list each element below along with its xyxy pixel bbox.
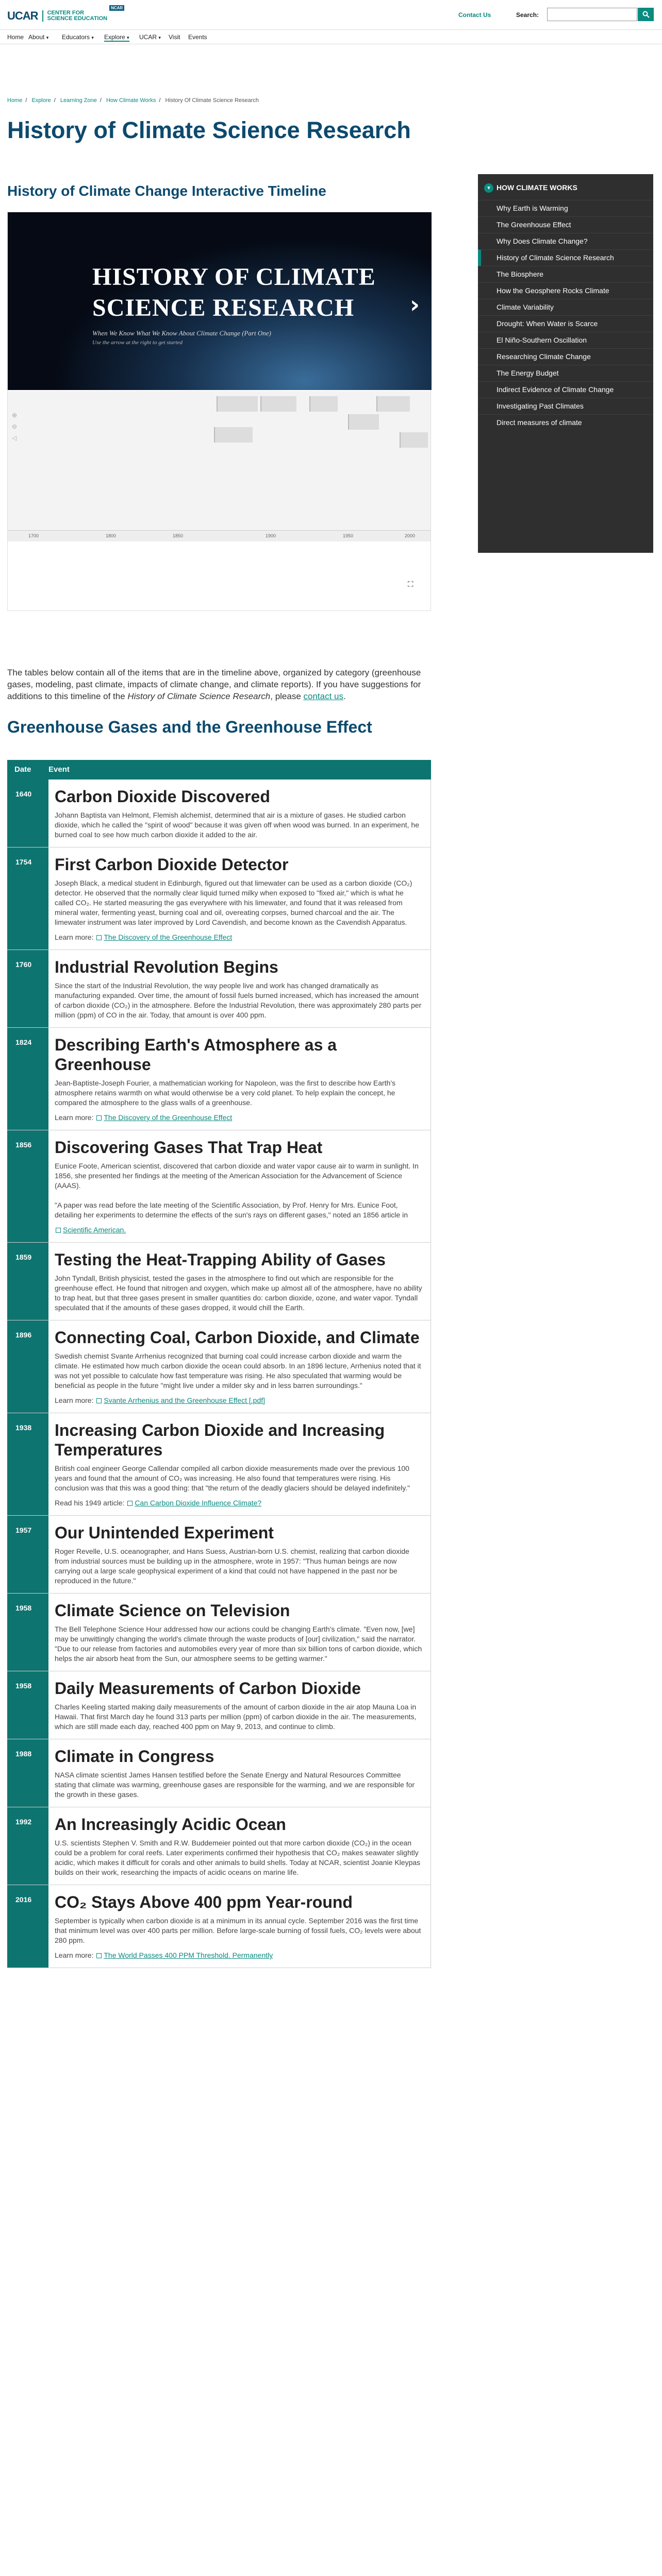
event-text: Joseph Black, a medical student in Edinburgh, figured out that limewater can be used as a carbon dioxide (CO₂) detector. He observed that the normally clear liquid turned milky when exposed to "fixed air," which is what he called CO₂. He started measuring the gas everywhere with his limewater, and found that it was released from mineral water, fermenting yeast, burning coal and oil, overeating corpses, burned charcoal and the air. The limewater instrument was later improved by Lord Cavendish, and become known as the Cavendish Apparatus. (55, 879, 412, 926)
event-title: An Increasingly Acidic Ocean (55, 1815, 286, 1834)
event-link[interactable]: The Discovery of the Greenhouse Effect (104, 933, 233, 941)
timeline-marker[interactable] (217, 396, 258, 412)
chevron-down-icon: ▾ (46, 35, 49, 40)
breadcrumb (7, 97, 259, 104)
search-icon (642, 11, 650, 18)
event-content (48, 1885, 431, 1968)
table-row (7, 1885, 431, 1968)
event-content (48, 1671, 431, 1739)
event-content (48, 1130, 431, 1242)
event-date: 1856 (7, 1130, 48, 1242)
event-content (48, 848, 431, 950)
sidebar-item[interactable]: Indirect Evidence of Climate Change (478, 381, 653, 398)
event-date: 1992 (7, 1807, 48, 1885)
event-title: Discovering Gases That Trap Heat (55, 1138, 323, 1157)
event-date: 1958 (7, 1671, 48, 1739)
sidebar-item[interactable]: Researching Climate Change (478, 348, 653, 365)
event-content (48, 1739, 431, 1807)
breadcrumb-explore[interactable]: Explore (31, 97, 51, 104)
site-logo[interactable] (7, 6, 124, 22)
ucar-logo: UCAR (7, 10, 43, 22)
event-date: 1760 (7, 950, 48, 1027)
event-date: 2016 (7, 1885, 48, 1968)
col-event: Event (48, 765, 70, 774)
event-learn-more (55, 1113, 423, 1123)
intro-end: . (343, 691, 346, 701)
event-link[interactable]: Svante Arrhenius and the Greenhouse Effect [.pdf] (104, 1396, 265, 1404)
table-row (7, 1243, 431, 1320)
learn-more-label: Learn more: (55, 1951, 96, 1959)
main-nav (0, 30, 662, 44)
event-title: Testing the Heat-Trapping Ability of Gases (55, 1250, 386, 1269)
intro-paragraph (7, 667, 430, 702)
breadcrumb-separator: / (25, 97, 27, 104)
timeline-year: 1950 (343, 533, 354, 538)
event-text: Since the start of the Industrial Revolution, the way people live and work has changed dramatically as manufacturing expanded. Over time, the amount of fossil fuels burned increased, which has increased the amount of carbon dioxide (CO₂) in the atmosphere. Before the Industrial Revolution, there was approximately 280 parts per million (ppm) of CO in the air. Today, that amount is over 400 ppm. (55, 981, 422, 1019)
breadcrumb-separator: / (100, 97, 102, 104)
nav-explore-label: Explore (104, 33, 125, 41)
page-title: History of Climate Science Research (7, 117, 411, 143)
sidebar-item[interactable]: History of Climate Science Research (478, 249, 653, 266)
event-text: Johann Baptista van Helmont, Flemish alchemist, determined that air is a mixture of gases. He studied carbon dioxide, which he called the "spirit of wood" because it was given off when wood was burned. In an experiment, he burned coal to see how much carbon dioxide it added to the air. (55, 811, 419, 839)
event-text: Swedish chemist Svante Arrhenius recognized that burning coal could increase carbon dioxide and warm the climate. He estimated how much carbon dioxide the ocean could absorb. In an 1896 lecture, Arrhenius noted that it was not yet possible to calculate how fast temperature was rising. He also speculated that warming would be beneficial as people in the future "might live under a milder sky and in less barren surroundings." (55, 1352, 421, 1389)
event-date: 1958 (7, 1594, 48, 1671)
event-content (48, 1516, 431, 1593)
event-date: 1640 (7, 779, 48, 847)
chevron-down-icon: ▾ (127, 35, 129, 40)
timeline-marker[interactable] (214, 427, 253, 443)
table-row (7, 1413, 431, 1516)
greenhouse-table (7, 760, 431, 1968)
nav-explore[interactable] (104, 33, 129, 42)
event-title: Daily Measurements of Carbon Dioxide (55, 1679, 361, 1698)
event-link[interactable]: The Discovery of the Greenhouse Effect (104, 1113, 233, 1122)
breadcrumb-home[interactable]: Home (7, 97, 23, 104)
event-date: 1988 (7, 1739, 48, 1807)
section-heading-greenhouse: Greenhouse Gases and the Greenhouse Effect (7, 718, 372, 736)
sidebar-item[interactable]: Investigating Past Climates (478, 398, 653, 414)
contact-us-link[interactable]: contact us (303, 691, 344, 701)
breadcrumb-current: History Of Climate Science Research (165, 97, 259, 104)
event-content (48, 779, 431, 847)
sidebar-item[interactable]: Direct measures of climate (478, 414, 653, 431)
table-row (7, 779, 431, 848)
intro-text: The tables below contain all of the items that are in the timeline above, organized by category (greenhouse gases, modeling, past climate, impacts of climate change, and climate reports). If you have suggestions for additions to this timeline of the (7, 668, 421, 701)
table-row (7, 1671, 431, 1739)
event-content (48, 1594, 431, 1671)
sidebar-item[interactable]: The Energy Budget (478, 365, 653, 381)
sidebar-item[interactable]: El Niño-Southern Oscillation (478, 332, 653, 348)
event-text: Roger Revelle, U.S. oceanographer, and Hans Suess, Austrian-born U.S. chemist, realizing that carbon dioxide from industrial sources must be building up in the atmosphere, wrote in 1957: "Thus human beings are now carrying out a large scale geophysical experiment of a kind that could not have happened in the past nor be reproduced in the future." (55, 1547, 409, 1585)
table-row (7, 1320, 431, 1413)
nav-events[interactable]: Events (188, 33, 207, 41)
site-header (0, 0, 662, 30)
event-title: Connecting Coal, Carbon Dioxide, and Climate (55, 1328, 420, 1347)
event-learn-more (55, 1951, 423, 1960)
timeline-title-line1: HISTORY OF CLIMATE (92, 263, 376, 291)
event-date: 1938 (7, 1413, 48, 1515)
event-title: Describing Earth's Atmosphere as a Greenhouse (55, 1036, 337, 1074)
event-text: British coal engineer George Callendar compiled all carbon dioxide measurements made over the previous 100 years and found that the amount of CO₂ was increasing. He also found that temperatures were rising. His conclusion was that this was a good thing: that "the return of the deadly glaciers should be delayed indefinitely." (55, 1464, 410, 1492)
intro-text2: , please (270, 691, 304, 701)
event-content (48, 1807, 431, 1885)
col-date: Date (14, 765, 31, 774)
zoom-in-icon[interactable]: ⊕ (12, 412, 18, 419)
event-date: 1754 (7, 848, 48, 950)
event-title: Climate Science on Television (55, 1601, 290, 1620)
nav-about[interactable] (28, 33, 48, 41)
event-title: Industrial Revolution Begins (55, 958, 278, 976)
event-title: Climate in Congress (55, 1747, 214, 1766)
breadcrumb-separator: / (54, 97, 56, 104)
timeline-marker[interactable] (260, 396, 296, 412)
fullscreen-icon[interactable]: ⛶ (408, 580, 413, 589)
event-title: Increasing Carbon Dioxide and Increasing Temperatures (55, 1421, 385, 1459)
nav-educators-label: Educators (62, 33, 90, 41)
nav-about-label: About (28, 33, 45, 41)
timeline-marker[interactable] (309, 396, 338, 412)
table-row (7, 1130, 431, 1243)
event-learn-more (55, 933, 423, 942)
timeline-title-line2: SCIENCE RESEARCH (92, 294, 355, 321)
event-text: John Tyndall, British physicist, tested the gases in the atmosphere to find out which are responsible for the greenhouse effect. He found that nitrogen and oxygen, which make up almost all of the atmosphere, have no ability to trap heat, but that three gases present in smaller quantities do: carbon dioxide, ozone, and water vapor. Tyndall speculated that if the amounts of these gases dropped, it would chill the Earth. (55, 1274, 422, 1312)
timeline-year: 1900 (266, 533, 276, 538)
center-name-line2: SCIENCE EDUCATION (47, 15, 108, 22)
search-label: Search: (516, 11, 539, 19)
table-row (7, 1807, 431, 1885)
timeline-subtitle: When We Know What We Know About Climate Change (Part One) (92, 329, 271, 337)
timeline-axis (8, 530, 431, 541)
external-link-icon (96, 935, 102, 940)
event-text: The Bell Telephone Science Hour addressed how our actions could be changing Earth's climate. "Even now, [we] may be unwittingly changing the world's climate through the waste products of [our] civilization," said the narrator. "Due to our release from factories and automobiles every year of more than six billion tons of carbon dioxide, which helps the air absorb heat from the Sun, our atmosphere seems to be getting warmer." (55, 1625, 422, 1663)
sidebar-item[interactable]: The Greenhouse Effect (478, 216, 653, 233)
timeline-instructions: Use the arrow at the right to get started (92, 340, 183, 346)
timeline-year: 1800 (106, 533, 117, 538)
learn-more-label: Learn more: (55, 1113, 96, 1122)
event-text: NASA climate scientist James Hansen testified before the Senate Energy and Natural Resources Committee stating that climate was warming, greenhouse gases are responsible for the warming, and we are responsible for the growth in these gases. (55, 1771, 415, 1799)
event-content (48, 1243, 431, 1320)
event-content (48, 1413, 431, 1515)
event-link[interactable]: The World Passes 400 PPM Threshold. Permanently (104, 1951, 273, 1959)
learn-more-label: Read his 1949 article: (55, 1499, 127, 1507)
event-title: Carbon Dioxide Discovered (55, 787, 270, 806)
table-row (7, 1028, 431, 1130)
event-title: First Carbon Dioxide Detector (55, 855, 289, 874)
event-title: Our Unintended Experiment (55, 1523, 274, 1542)
sidebar-title: HOW CLIMATE WORKS (496, 183, 577, 192)
event-text: Charles Keeling started making daily measurements of the amount of carbon dioxide in the air atop Mauna Loa in Hawaii. That first March day he found 313 parts per million (ppm) of carbon dioxide in the air. The measurements, which are still made each day, reached 400 ppm on May 9, 2013, and continue to climb. (55, 1703, 417, 1731)
interactive-timeline[interactable] (7, 212, 431, 611)
timeline-heading: History of Climate Change Interactive Timeline (7, 183, 326, 199)
external-link-icon (96, 1953, 102, 1958)
nav-ucar-label: UCAR (139, 33, 157, 41)
event-content (48, 1028, 431, 1130)
timeline-year: 1850 (173, 533, 184, 538)
event-date: 1896 (7, 1320, 48, 1413)
event-learn-more (55, 1396, 423, 1405)
table-row (7, 950, 431, 1028)
breadcrumb-learning-zone[interactable]: Learning Zone (60, 97, 97, 104)
event-title: CO₂ Stays Above 400 ppm Year-round (55, 1893, 353, 1911)
table-row (7, 1739, 431, 1807)
event-text: September is typically when carbon dioxide is at a minimum in its annual cycle. September 2016 was the first time that minimum level was over 400 parts per million. Before large-scale burning of fossil fuels, CO₂ levels were about 280 ppm. (55, 1917, 421, 1944)
next-slide-arrow-icon[interactable]: › (410, 291, 420, 318)
timeline-year: 2000 (405, 533, 416, 538)
table-row (7, 1516, 431, 1594)
breadcrumb-separator: / (159, 97, 161, 104)
intro-italic: History of Climate Science Research (127, 691, 271, 701)
external-link-icon (127, 1501, 133, 1506)
nav-visit[interactable]: Visit (169, 33, 180, 41)
zoom-out-icon[interactable]: ⊖ (12, 423, 18, 430)
event-date: 1824 (7, 1028, 48, 1130)
nav-home[interactable]: Home (7, 33, 24, 41)
timeline-slide-title (92, 262, 376, 324)
contact-us-link[interactable]: Contact Us (458, 11, 491, 19)
breadcrumb-how-climate-works[interactable]: How Climate Works (106, 97, 156, 104)
search-button[interactable] (638, 8, 654, 21)
learn-more-label: Learn more: (55, 1396, 96, 1404)
sidebar-item[interactable]: Climate Variability (478, 299, 653, 315)
sidebar-item[interactable]: Drought: When Water is Scarce (478, 315, 653, 332)
timeline-title-slide (8, 212, 432, 390)
timeline-navigator[interactable] (8, 391, 431, 530)
event-date: 1859 (7, 1243, 48, 1320)
section-sidebar (478, 174, 653, 553)
event-date: 1957 (7, 1516, 48, 1593)
sidebar-item[interactable]: Why Earth is Warming (478, 200, 653, 216)
external-link-icon (56, 1228, 61, 1233)
chevron-down-icon[interactable]: ▾ (484, 183, 493, 193)
timeline-marker[interactable] (376, 396, 410, 412)
sidebar-header (478, 174, 653, 200)
event-text: Jean-Baptiste-Joseph Fourier, a mathematician working for Napoleon, was the first to describe how Earth's atmosphere retains warmth on what would otherwise be a very cold planet. To help explain the concept, he compared the atmosphere to the glass walls of a greenhouse. (55, 1079, 395, 1107)
event-text: U.S. scientists Stephen V. Smith and R.W. Buddemeier pointed out that more carbon dioxide (CO₂) in the ocean could be a problem for coral reefs. Later experiments confirmed their hypothesis that CO₂ makes seawater slightly acidic, which makes it difficult for corals and other animals to build shells. Today at NCAR, scientist Joanie Kleypas builds on their work, researching the impacts of acidic oceans on marine life. (55, 1839, 421, 1876)
table-row (7, 1594, 431, 1671)
center-name-line1: CENTER FOR (47, 10, 85, 16)
sidebar-item[interactable]: How the Geosphere Rocks Climate (478, 282, 653, 299)
nav-educators[interactable] (62, 33, 94, 41)
event-link[interactable]: Can Carbon Dioxide Influence Climate? (135, 1499, 262, 1507)
search-input[interactable] (547, 8, 637, 21)
ncar-badge: NCAR (109, 5, 124, 11)
external-link-icon (96, 1398, 102, 1403)
event-learn-more (55, 1498, 423, 1508)
external-link-icon (96, 1115, 102, 1121)
event-text: Eunice Foote, American scientist, discovered that carbon dioxide and water vapor cause air to warm in sunlight. In 1856, she presented her findings at the meeting of the American Association for the Advancement of Science (AAAS). "A paper was read before the late meeting of the Scientific Association, by Prof. Henry for Mrs. Eunice Foot, detailing her experiments to determine the effects of the sun's rays on different gases," noted an 1856 article in (55, 1162, 419, 1219)
learn-more-label: Learn more: (55, 933, 96, 941)
timeline-marker[interactable] (348, 414, 379, 430)
reset-view-icon[interactable]: ◁ (12, 434, 17, 442)
timeline-marker[interactable] (400, 432, 428, 448)
sidebar-item[interactable]: Why Does Climate Change? (478, 233, 653, 249)
sidebar-item[interactable]: The Biosphere (478, 266, 653, 282)
table-header (7, 760, 431, 779)
event-content (48, 950, 431, 1027)
chevron-down-icon: ▾ (91, 35, 94, 40)
timeline-year: 1700 (28, 533, 39, 538)
event-link[interactable]: Scientific American. (63, 1226, 126, 1234)
center-name (43, 10, 108, 22)
chevron-down-icon: ▾ (158, 35, 161, 40)
table-row (7, 848, 431, 950)
nav-ucar[interactable] (139, 33, 161, 41)
event-content (48, 1320, 431, 1413)
event-learn-more (55, 1225, 423, 1235)
